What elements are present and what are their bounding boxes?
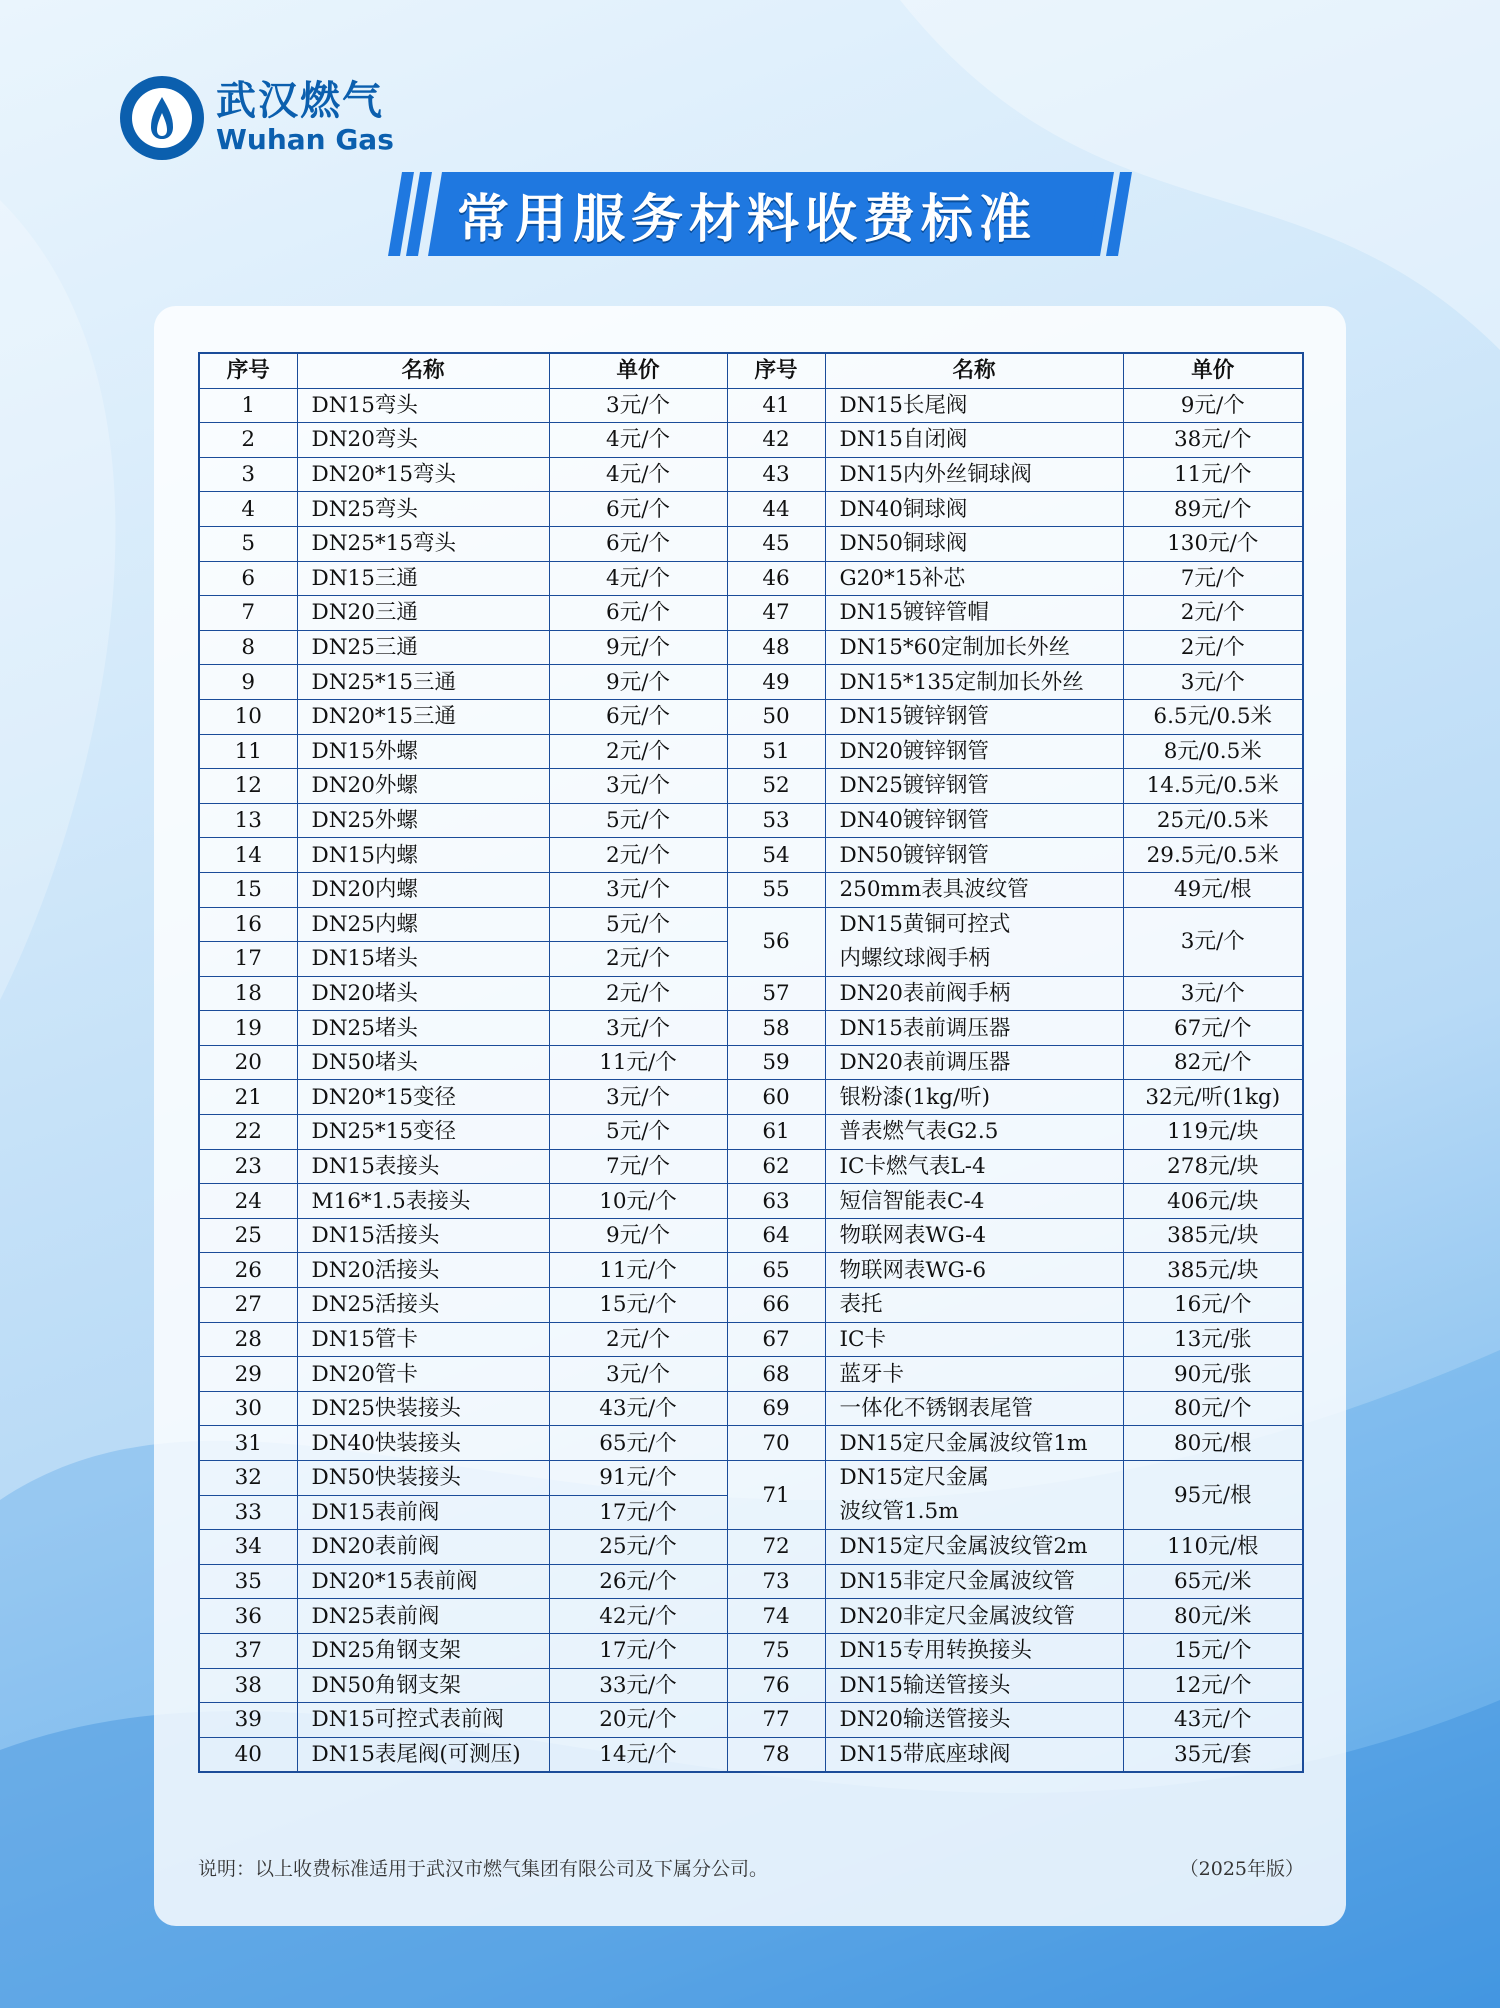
cell-price: 4元/个: [549, 561, 727, 596]
company-logo: [120, 76, 394, 160]
cell-name-line2: 波纹管1.5m: [839, 1499, 959, 1525]
cell-price: 82元/个: [1123, 1045, 1303, 1080]
cell-name: DN15镀锌管帽: [825, 596, 1123, 631]
cell-no: 30: [199, 1391, 297, 1426]
cell-name: [825, 907, 1123, 976]
cell-price: 7元/个: [549, 1149, 727, 1184]
cell-price: 3元/个: [1123, 665, 1303, 700]
cell-no: 20: [199, 1045, 297, 1080]
cell-price: 16元/个: [1123, 1288, 1303, 1323]
cell-price: 3元/个: [549, 769, 727, 804]
table-row: [199, 1391, 1303, 1426]
cell-name: DN20活接头: [297, 1253, 549, 1288]
cell-no: 46: [727, 561, 825, 596]
cell-no: 61: [727, 1115, 825, 1150]
cell-no: 59: [727, 1045, 825, 1080]
cell-name: DN15可控式表前阀: [297, 1703, 549, 1738]
cell-price: 130元/个: [1123, 526, 1303, 561]
cell-no: 6: [199, 561, 297, 596]
cell-price: 35元/套: [1123, 1737, 1303, 1772]
cell-price: 17元/个: [549, 1633, 727, 1668]
table-row: [199, 1599, 1303, 1634]
cell-no: 42: [727, 423, 825, 458]
cell-name: DN20弯头: [297, 423, 549, 458]
table-row: [199, 1322, 1303, 1357]
cell-no: 15: [199, 872, 297, 907]
cell-price: 110元/根: [1123, 1530, 1303, 1565]
cell-name: DN15表接头: [297, 1149, 549, 1184]
cell-name: DN15镀锌钢管: [825, 699, 1123, 734]
cell-price: 29.5元/0.5米: [1123, 838, 1303, 873]
cell-no: 21: [199, 1080, 297, 1115]
cell-no: 72: [727, 1530, 825, 1565]
table-row: [199, 976, 1303, 1011]
cell-price: 20元/个: [549, 1703, 727, 1738]
cell-name: M16*1.5表接头: [297, 1184, 549, 1219]
flame-logo-icon: [120, 76, 204, 160]
cell-name: DN15内外丝铜球阀: [825, 457, 1123, 492]
cell-name: DN20堵头: [297, 976, 549, 1011]
cell-price: 12元/个: [1123, 1668, 1303, 1703]
cell-name: DN20表前调压器: [825, 1045, 1123, 1080]
cell-no: 65: [727, 1253, 825, 1288]
cell-no: 35: [199, 1564, 297, 1599]
cell-no: 33: [199, 1495, 297, 1530]
table-body: [199, 388, 1303, 1772]
cell-price: 2元/个: [1123, 630, 1303, 665]
cell-name: DN20*15三通: [297, 699, 549, 734]
cell-name: DN25堵头: [297, 1011, 549, 1046]
cell-price: 25元/0.5米: [1123, 803, 1303, 838]
table-row: [199, 388, 1303, 423]
cell-name: DN15带底座球阀: [825, 1737, 1123, 1772]
cell-no: 75: [727, 1633, 825, 1668]
cell-price: 14元/个: [549, 1737, 727, 1772]
table-row: [199, 1011, 1303, 1046]
table-row: [199, 561, 1303, 596]
cell-price: 119元/块: [1123, 1115, 1303, 1150]
cell-name: DN15输送管接头: [825, 1668, 1123, 1703]
cell-name: 物联网表WG-6: [825, 1253, 1123, 1288]
cell-no: 12: [199, 769, 297, 804]
cell-name: DN20*15弯头: [297, 457, 549, 492]
cell-name: DN25快装接头: [297, 1391, 549, 1426]
header-no: 序号: [199, 353, 297, 388]
cell-name: DN15专用转换接头: [825, 1633, 1123, 1668]
table-row: [199, 1737, 1303, 1772]
cell-price: 42元/个: [549, 1599, 727, 1634]
cell-price: 43元/个: [549, 1391, 727, 1426]
table-row: [199, 1633, 1303, 1668]
cell-name: DN15定尺金属波纹管2m: [825, 1530, 1123, 1565]
cell-no: 53: [727, 803, 825, 838]
cell-name: DN40快装接头: [297, 1426, 549, 1461]
table-row: [199, 1530, 1303, 1565]
cell-name: DN20外螺: [297, 769, 549, 804]
cell-price: 3元/个: [549, 1357, 727, 1392]
cell-price: 15元/个: [1123, 1633, 1303, 1668]
cell-no: 49: [727, 665, 825, 700]
cell-price: 3元/个: [549, 388, 727, 423]
cell-price: 11元/个: [549, 1045, 727, 1080]
table-row: [199, 872, 1303, 907]
cell-no: 11: [199, 734, 297, 769]
cell-name: DN15三通: [297, 561, 549, 596]
cell-price: 3元/个: [1123, 907, 1303, 976]
cell-price: 10元/个: [549, 1184, 727, 1219]
table-row: [199, 1253, 1303, 1288]
cell-price: 5元/个: [549, 803, 727, 838]
cell-no: 3: [199, 457, 297, 492]
cell-no: 62: [727, 1149, 825, 1184]
cell-price: 7元/个: [1123, 561, 1303, 596]
cell-no: 38: [199, 1668, 297, 1703]
cell-name: 银粉漆(1kg/听): [825, 1080, 1123, 1115]
cell-no: 34: [199, 1530, 297, 1565]
cell-no: 48: [727, 630, 825, 665]
cell-name: DN25镀锌钢管: [825, 769, 1123, 804]
cell-no: 69: [727, 1391, 825, 1426]
cell-name: DN25*15弯头: [297, 526, 549, 561]
cell-name: DN25*15三通: [297, 665, 549, 700]
cell-no: 32: [199, 1461, 297, 1496]
cell-price: 406元/块: [1123, 1184, 1303, 1219]
header-price: 单价: [1123, 353, 1303, 388]
cell-no: 70: [727, 1426, 825, 1461]
cell-no: 52: [727, 769, 825, 804]
cell-price: 3元/个: [549, 872, 727, 907]
cell-price: 49元/根: [1123, 872, 1303, 907]
cell-no: 28: [199, 1322, 297, 1357]
cell-price: 43元/个: [1123, 1703, 1303, 1738]
table-row: [199, 1668, 1303, 1703]
cell-no: 16: [199, 907, 297, 942]
cell-no: 77: [727, 1703, 825, 1738]
cell-price: 5元/个: [549, 907, 727, 942]
table-row: [199, 1357, 1303, 1392]
cell-price: 2元/个: [549, 734, 727, 769]
cell-no: 14: [199, 838, 297, 873]
cell-name: DN25弯头: [297, 492, 549, 527]
cell-price: 3元/个: [549, 1080, 727, 1115]
cell-no: 23: [199, 1149, 297, 1184]
cell-name: DN15长尾阀: [825, 388, 1123, 423]
cell-name: DN15自闭阀: [825, 423, 1123, 458]
table-row: [199, 665, 1303, 700]
cell-no: 73: [727, 1564, 825, 1599]
table-row: [199, 423, 1303, 458]
cell-name: DN15定尺金属波纹管1m: [825, 1426, 1123, 1461]
cell-no: 5: [199, 526, 297, 561]
cell-name: DN20非定尺金属波纹管: [825, 1599, 1123, 1634]
cell-price: 91元/个: [549, 1461, 727, 1496]
cell-name: DN20*15表前阀: [297, 1564, 549, 1599]
cell-price: 13元/张: [1123, 1322, 1303, 1357]
table-row: [199, 1080, 1303, 1115]
cell-no: 36: [199, 1599, 297, 1634]
cell-price: 80元/个: [1123, 1391, 1303, 1426]
cell-price: 9元/个: [549, 1218, 727, 1253]
cell-name: DN15弯头: [297, 388, 549, 423]
cell-price: 4元/个: [549, 423, 727, 458]
cell-price: 14.5元/0.5米: [1123, 769, 1303, 804]
cell-no: 78: [727, 1737, 825, 1772]
table-row: [199, 1426, 1303, 1461]
table-row: [199, 769, 1303, 804]
cell-no: 37: [199, 1633, 297, 1668]
cell-price: 26元/个: [549, 1564, 727, 1599]
cell-price: 25元/个: [549, 1530, 727, 1565]
title-banner: [388, 172, 1106, 256]
cell-name: 短信智能表C-4: [825, 1184, 1123, 1219]
cell-no: 29: [199, 1357, 297, 1392]
cell-name: 一体化不锈钢表尾管: [825, 1391, 1123, 1426]
cell-name: DN20内螺: [297, 872, 549, 907]
cell-no: 24: [199, 1184, 297, 1219]
cell-price: 67元/个: [1123, 1011, 1303, 1046]
cell-price: 89元/个: [1123, 492, 1303, 527]
cell-name-line2: 内螺纹球阀手柄: [839, 945, 991, 971]
cell-name: DN20表前阀: [297, 1530, 549, 1565]
cell-name: DN15表前调压器: [825, 1011, 1123, 1046]
cell-price: 65元/个: [549, 1426, 727, 1461]
cell-name: DN20镀锌钢管: [825, 734, 1123, 769]
header-name: 名称: [825, 353, 1123, 388]
cell-no: 18: [199, 976, 297, 1011]
cell-price: 32元/听(1kg): [1123, 1080, 1303, 1115]
cell-price: 9元/个: [549, 665, 727, 700]
cell-price: 278元/块: [1123, 1149, 1303, 1184]
cell-price: 9元/个: [549, 630, 727, 665]
logo-name-cn: 武汉燃气: [216, 78, 384, 124]
cell-name: DN15外螺: [297, 734, 549, 769]
cell-name: DN15*135定制加长外丝: [825, 665, 1123, 700]
cell-no: 64: [727, 1218, 825, 1253]
logo-name-en: Wuhan Gas: [216, 123, 394, 156]
cell-no: 68: [727, 1357, 825, 1392]
cell-name: DN50快装接头: [297, 1461, 549, 1496]
table-row: [199, 1045, 1303, 1080]
table-row: [199, 1115, 1303, 1150]
cell-no: 9: [199, 665, 297, 700]
cell-name: DN20*15变径: [297, 1080, 549, 1115]
cell-name: DN20输送管接头: [825, 1703, 1123, 1738]
cell-price: 385元/块: [1123, 1253, 1303, 1288]
cell-name: DN15内螺: [297, 838, 549, 873]
cell-name: 250mm表具波纹管: [825, 872, 1123, 907]
cell-price: 2元/个: [549, 976, 727, 1011]
cell-no: 63: [727, 1184, 825, 1219]
cell-no: 51: [727, 734, 825, 769]
cell-price: 3元/个: [1123, 976, 1303, 1011]
cell-price: 8元/0.5米: [1123, 734, 1303, 769]
cell-no: 76: [727, 1668, 825, 1703]
cell-name: IC卡燃气表L-4: [825, 1149, 1123, 1184]
cell-price: 3元/个: [549, 1011, 727, 1046]
cell-no: 26: [199, 1253, 297, 1288]
cell-no: 43: [727, 457, 825, 492]
footnote: 说明：以上收费标准适用于武汉市燃气集团有限公司及下属分公司。: [198, 1858, 769, 1880]
cell-no: 1: [199, 388, 297, 423]
cell-name: DN50镀锌钢管: [825, 838, 1123, 873]
table-row: [199, 1564, 1303, 1599]
table-row: [199, 1461, 1303, 1496]
table-row: [199, 526, 1303, 561]
cell-name: DN25*15变径: [297, 1115, 549, 1150]
cell-no: 54: [727, 838, 825, 873]
cell-name: 物联网表WG-4: [825, 1218, 1123, 1253]
cell-name: G20*15补芯: [825, 561, 1123, 596]
table-row: [199, 1218, 1303, 1253]
cell-price: 80元/米: [1123, 1599, 1303, 1634]
cell-price: 38元/个: [1123, 423, 1303, 458]
cell-name: 普表燃气表G2.5: [825, 1115, 1123, 1150]
table-row: [199, 1149, 1303, 1184]
table-header-row: [199, 353, 1303, 388]
cell-no: 60: [727, 1080, 825, 1115]
table-row: [199, 630, 1303, 665]
cell-price: 80元/根: [1123, 1426, 1303, 1461]
header-name: 名称: [297, 353, 549, 388]
cell-no: 22: [199, 1115, 297, 1150]
cell-price: 17元/个: [549, 1495, 727, 1530]
cell-no: 47: [727, 596, 825, 631]
cell-no: 74: [727, 1599, 825, 1634]
cell-name: DN25外螺: [297, 803, 549, 838]
cell-name-line1: DN15黄铜可控式: [839, 911, 1011, 937]
table-row: [199, 1184, 1303, 1219]
edition-label: （2025年版）: [1179, 1858, 1304, 1880]
table-row: [199, 1288, 1303, 1323]
cell-price: 385元/块: [1123, 1218, 1303, 1253]
header-price: 单价: [549, 353, 727, 388]
cell-name: DN15表前阀: [297, 1495, 549, 1530]
cell-name: DN20三通: [297, 596, 549, 631]
cell-name-line1: DN15定尺金属: [839, 1465, 989, 1491]
cell-name: DN20管卡: [297, 1357, 549, 1392]
cell-no: 71: [727, 1461, 825, 1530]
cell-price: 6元/个: [549, 526, 727, 561]
cell-price: 2元/个: [549, 1322, 727, 1357]
cell-name: DN15管卡: [297, 1322, 549, 1357]
table-row: [199, 699, 1303, 734]
table-row: [199, 734, 1303, 769]
cell-name: DN25活接头: [297, 1288, 549, 1323]
cell-no: 45: [727, 526, 825, 561]
table-row: [199, 838, 1303, 873]
page-title: 常用服务材料收费标准: [456, 189, 1037, 250]
table-row: [199, 596, 1303, 631]
cell-no: 4: [199, 492, 297, 527]
cell-name: IC卡: [825, 1322, 1123, 1357]
cell-no: 50: [727, 699, 825, 734]
cell-price: 2元/个: [1123, 596, 1303, 631]
cell-no: 31: [199, 1426, 297, 1461]
table-row: [199, 907, 1303, 942]
cell-no: 56: [727, 907, 825, 976]
cell-name: DN25内螺: [297, 907, 549, 942]
cell-name: DN50堵头: [297, 1045, 549, 1080]
cell-price: 95元/根: [1123, 1461, 1303, 1530]
cell-no: 25: [199, 1218, 297, 1253]
table-row: [199, 803, 1303, 838]
cell-price: 4元/个: [549, 457, 727, 492]
cell-name: [825, 1461, 1123, 1530]
cell-name: DN40铜球阀: [825, 492, 1123, 527]
cell-no: 55: [727, 872, 825, 907]
cell-name: DN20表前阀手柄: [825, 976, 1123, 1011]
cell-no: 39: [199, 1703, 297, 1738]
cell-name: DN25三通: [297, 630, 549, 665]
cell-name: DN15堵头: [297, 942, 549, 977]
header-no: 序号: [727, 353, 825, 388]
table-row: [199, 492, 1303, 527]
cell-name: DN25角钢支架: [297, 1633, 549, 1668]
cell-no: 58: [727, 1011, 825, 1046]
cell-name: DN50角钢支架: [297, 1668, 549, 1703]
cell-price: 65元/米: [1123, 1564, 1303, 1599]
cell-no: 67: [727, 1322, 825, 1357]
cell-price: 6元/个: [549, 492, 727, 527]
cell-name: DN15*60定制加长外丝: [825, 630, 1123, 665]
cell-price: 5元/个: [549, 1115, 727, 1150]
cell-name: 表托: [825, 1288, 1123, 1323]
cell-no: 8: [199, 630, 297, 665]
table-row: [199, 457, 1303, 492]
cell-name: DN15非定尺金属波纹管: [825, 1564, 1123, 1599]
cell-name: DN15表尾阀(可测压): [297, 1737, 549, 1772]
cell-price: 9元/个: [1123, 388, 1303, 423]
cell-no: 13: [199, 803, 297, 838]
cell-name: DN40镀锌钢管: [825, 803, 1123, 838]
cell-price: 90元/张: [1123, 1357, 1303, 1392]
cell-name: 蓝牙卡: [825, 1357, 1123, 1392]
cell-no: 44: [727, 492, 825, 527]
cell-no: 40: [199, 1737, 297, 1772]
table-row: [199, 1703, 1303, 1738]
cell-name: DN15活接头: [297, 1218, 549, 1253]
cell-price: 11元/个: [549, 1253, 727, 1288]
cell-no: 17: [199, 942, 297, 977]
cell-no: 7: [199, 596, 297, 631]
cell-price: 33元/个: [549, 1668, 727, 1703]
cell-no: 27: [199, 1288, 297, 1323]
cell-no: 2: [199, 423, 297, 458]
cell-price: 6元/个: [549, 699, 727, 734]
cell-no: 57: [727, 976, 825, 1011]
price-table: [198, 352, 1304, 1773]
cell-price: 6.5元/0.5米: [1123, 699, 1303, 734]
cell-price: 6元/个: [549, 596, 727, 631]
cell-price: 2元/个: [549, 838, 727, 873]
cell-price: 2元/个: [549, 942, 727, 977]
cell-price: 11元/个: [1123, 457, 1303, 492]
cell-no: 19: [199, 1011, 297, 1046]
cell-name: DN25表前阀: [297, 1599, 549, 1634]
cell-name: DN50铜球阀: [825, 526, 1123, 561]
cell-no: 41: [727, 388, 825, 423]
cell-price: 15元/个: [549, 1288, 727, 1323]
cell-no: 10: [199, 699, 297, 734]
cell-no: 66: [727, 1288, 825, 1323]
